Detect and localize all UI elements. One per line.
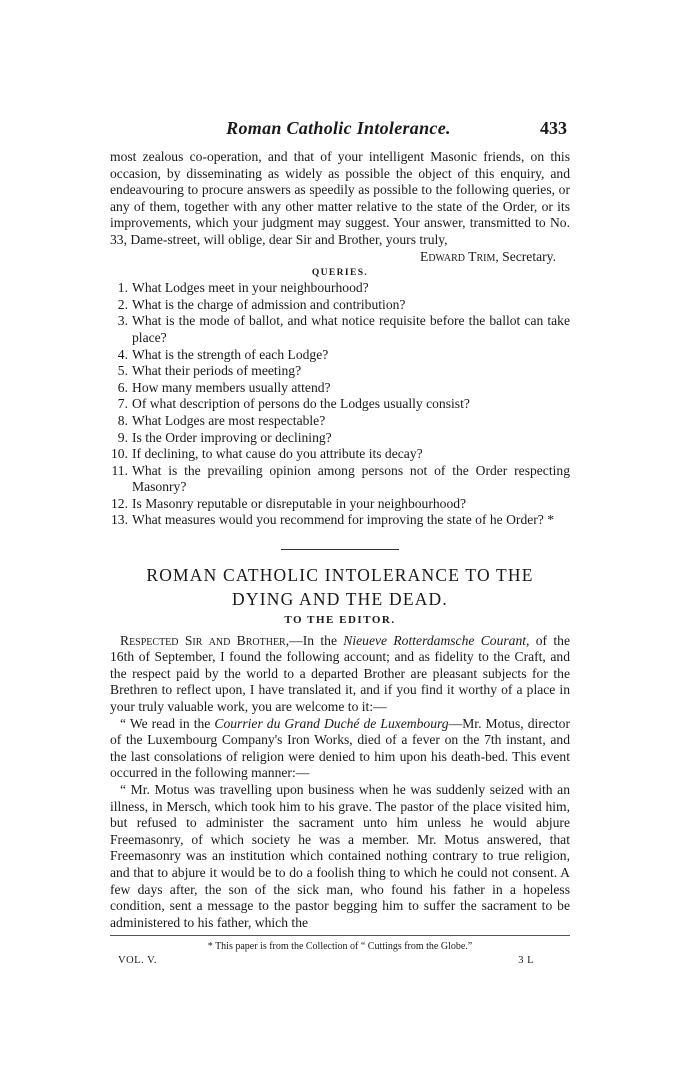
query-text: What Lodges are most respectable?	[132, 412, 326, 428]
query-text: What Lodges meet in your neighbourhood?	[132, 280, 369, 296]
query-item	[110, 413, 570, 430]
letter-signature	[110, 249, 556, 266]
salutation: Respected Sir and Brother,	[120, 632, 290, 648]
queries-list	[110, 280, 570, 529]
article-title-line2: DYING AND THE DEAD.	[232, 589, 448, 610]
signature-mark: 3 L	[518, 955, 534, 967]
letter-paragraph: most zealous co-operation, and that of your intelligent Masonic friends, on this occasion, by disseminating as widely as possible the object of this enquiry, and endeavouring to procure answers as speedily as possible to the following queries, or any of them, together with any other matter relative to the state of the Order, or its improvements, which your judgment may suggest. Your answer, transmitted to No. 33, Dame-street, will oblige, dear Sir and Brother, yours truly,	[110, 149, 570, 247]
query-number: 12.	[111, 495, 128, 511]
signature-role: Secretary.	[502, 248, 556, 264]
article-paragraph-2	[110, 716, 570, 782]
query-text: What is the prevailing opinion among persons not of the Order respecting Masonry?	[132, 462, 570, 495]
paragraph-text: —Mr. Motus, director of the Luxembourg Company's Iron Works, died of a fever on the 7th instant, and the last consolations of religion were denied to him upon his death-bed. This event occurred in the following manner:—	[110, 715, 570, 781]
query-item	[110, 313, 570, 346]
query-item	[110, 396, 570, 413]
query-item	[110, 380, 570, 397]
to-editor-heading: TO THE EDITOR.	[284, 614, 396, 627]
page-number: 433	[540, 118, 567, 138]
newspaper-name: Nieueve Rotterdamsche Courant,	[343, 632, 530, 648]
query-number: 7.	[117, 396, 128, 412]
query-number: 11.	[111, 462, 128, 478]
page-body	[110, 149, 570, 967]
paragraph-text: —In the	[289, 632, 344, 648]
query-text: What is the charge of admission and contribution?	[132, 296, 406, 312]
query-number: 9.	[117, 429, 128, 445]
query-text: How many members usually attend?	[132, 379, 331, 395]
article-paragraph-1	[110, 633, 570, 716]
article-title-line1: ROMAN CATHOLIC INTOLERANCE TO THE	[146, 565, 534, 586]
query-number: 5.	[117, 363, 128, 379]
running-header	[110, 118, 567, 142]
query-item	[110, 496, 570, 513]
query-text: Is the Order improving or declining?	[132, 429, 332, 445]
paragraph-text: “ We read in the	[120, 715, 215, 731]
query-item	[110, 280, 570, 297]
query-item	[110, 347, 570, 364]
volume-label: VOL. V.	[118, 955, 157, 967]
query-number: 2.	[117, 296, 128, 312]
query-number: 6.	[117, 379, 128, 395]
query-text: If declining, to what cause do you attribute its decay?	[132, 446, 423, 462]
page-footer	[110, 953, 570, 967]
query-text: What their periods of meeting?	[132, 363, 302, 379]
query-number: 4.	[117, 346, 128, 362]
signature-name: Edward Trim,	[420, 248, 499, 264]
footnote: * This paper is from the Collection of “ Cuttings from the Globe.”	[207, 941, 473, 953]
newspaper-name: Courrier du Grand Duché de Luxembourg	[214, 715, 449, 731]
query-text: What is the mode of ballot, and what notice requisite before the ballot can take place?	[132, 313, 570, 345]
section-divider	[281, 549, 399, 550]
query-item	[110, 463, 570, 496]
query-item	[110, 512, 570, 529]
query-number: 10.	[111, 446, 128, 462]
article-paragraph-3: “ Mr. Motus was travelling upon business when he was suddenly seized with an illness, in Mersch, which took him to his grave. The pastor of the place visited him, but refused to administer the sacrament unto him unless he would abjure Freemasonry, of which society he was a member. Mr. Motus answered, that Freemasonry was an institution which contained nothing contrary to true religion, and that to abjure it would be to do a foolish thing to which he could not consent. A few days after, the son of the sick man, who found his father in a hopeless condition, sent a message to the pastor begging him to suffer the sacrament to be administered to his father, which the	[110, 782, 570, 930]
query-text: What measures would you recommend for improving the state of he Order? *	[132, 512, 555, 528]
footnote-divider	[110, 935, 570, 936]
query-item	[110, 297, 570, 314]
query-text: What is the strength of each Lodge?	[132, 346, 329, 362]
query-item	[110, 430, 570, 447]
query-text: Is Masonry reputable or disreputable in your neighbourhood?	[132, 495, 467, 511]
query-number: 1.	[117, 280, 128, 296]
running-title: Roman Catholic Intolerance.	[226, 118, 451, 138]
query-number: 3.	[117, 313, 128, 329]
paragraph-text: of the 16th of September, I found the following account; and as fidelity to the Craft, and the respect paid by the world to a departed Brother are pleasant subjects for the Brethren to reflect upon, I have translated it, and if you find it worthy of a place in your truly valuable work, you are welcome to it:—	[110, 632, 571, 715]
query-item	[110, 446, 570, 463]
query-item	[110, 363, 570, 380]
query-number: 8.	[117, 412, 128, 428]
query-number: 13.	[111, 512, 128, 528]
query-text: Of what description of persons do the Lodges usually consist?	[132, 396, 470, 412]
queries-heading: QUERIES.	[311, 268, 369, 279]
